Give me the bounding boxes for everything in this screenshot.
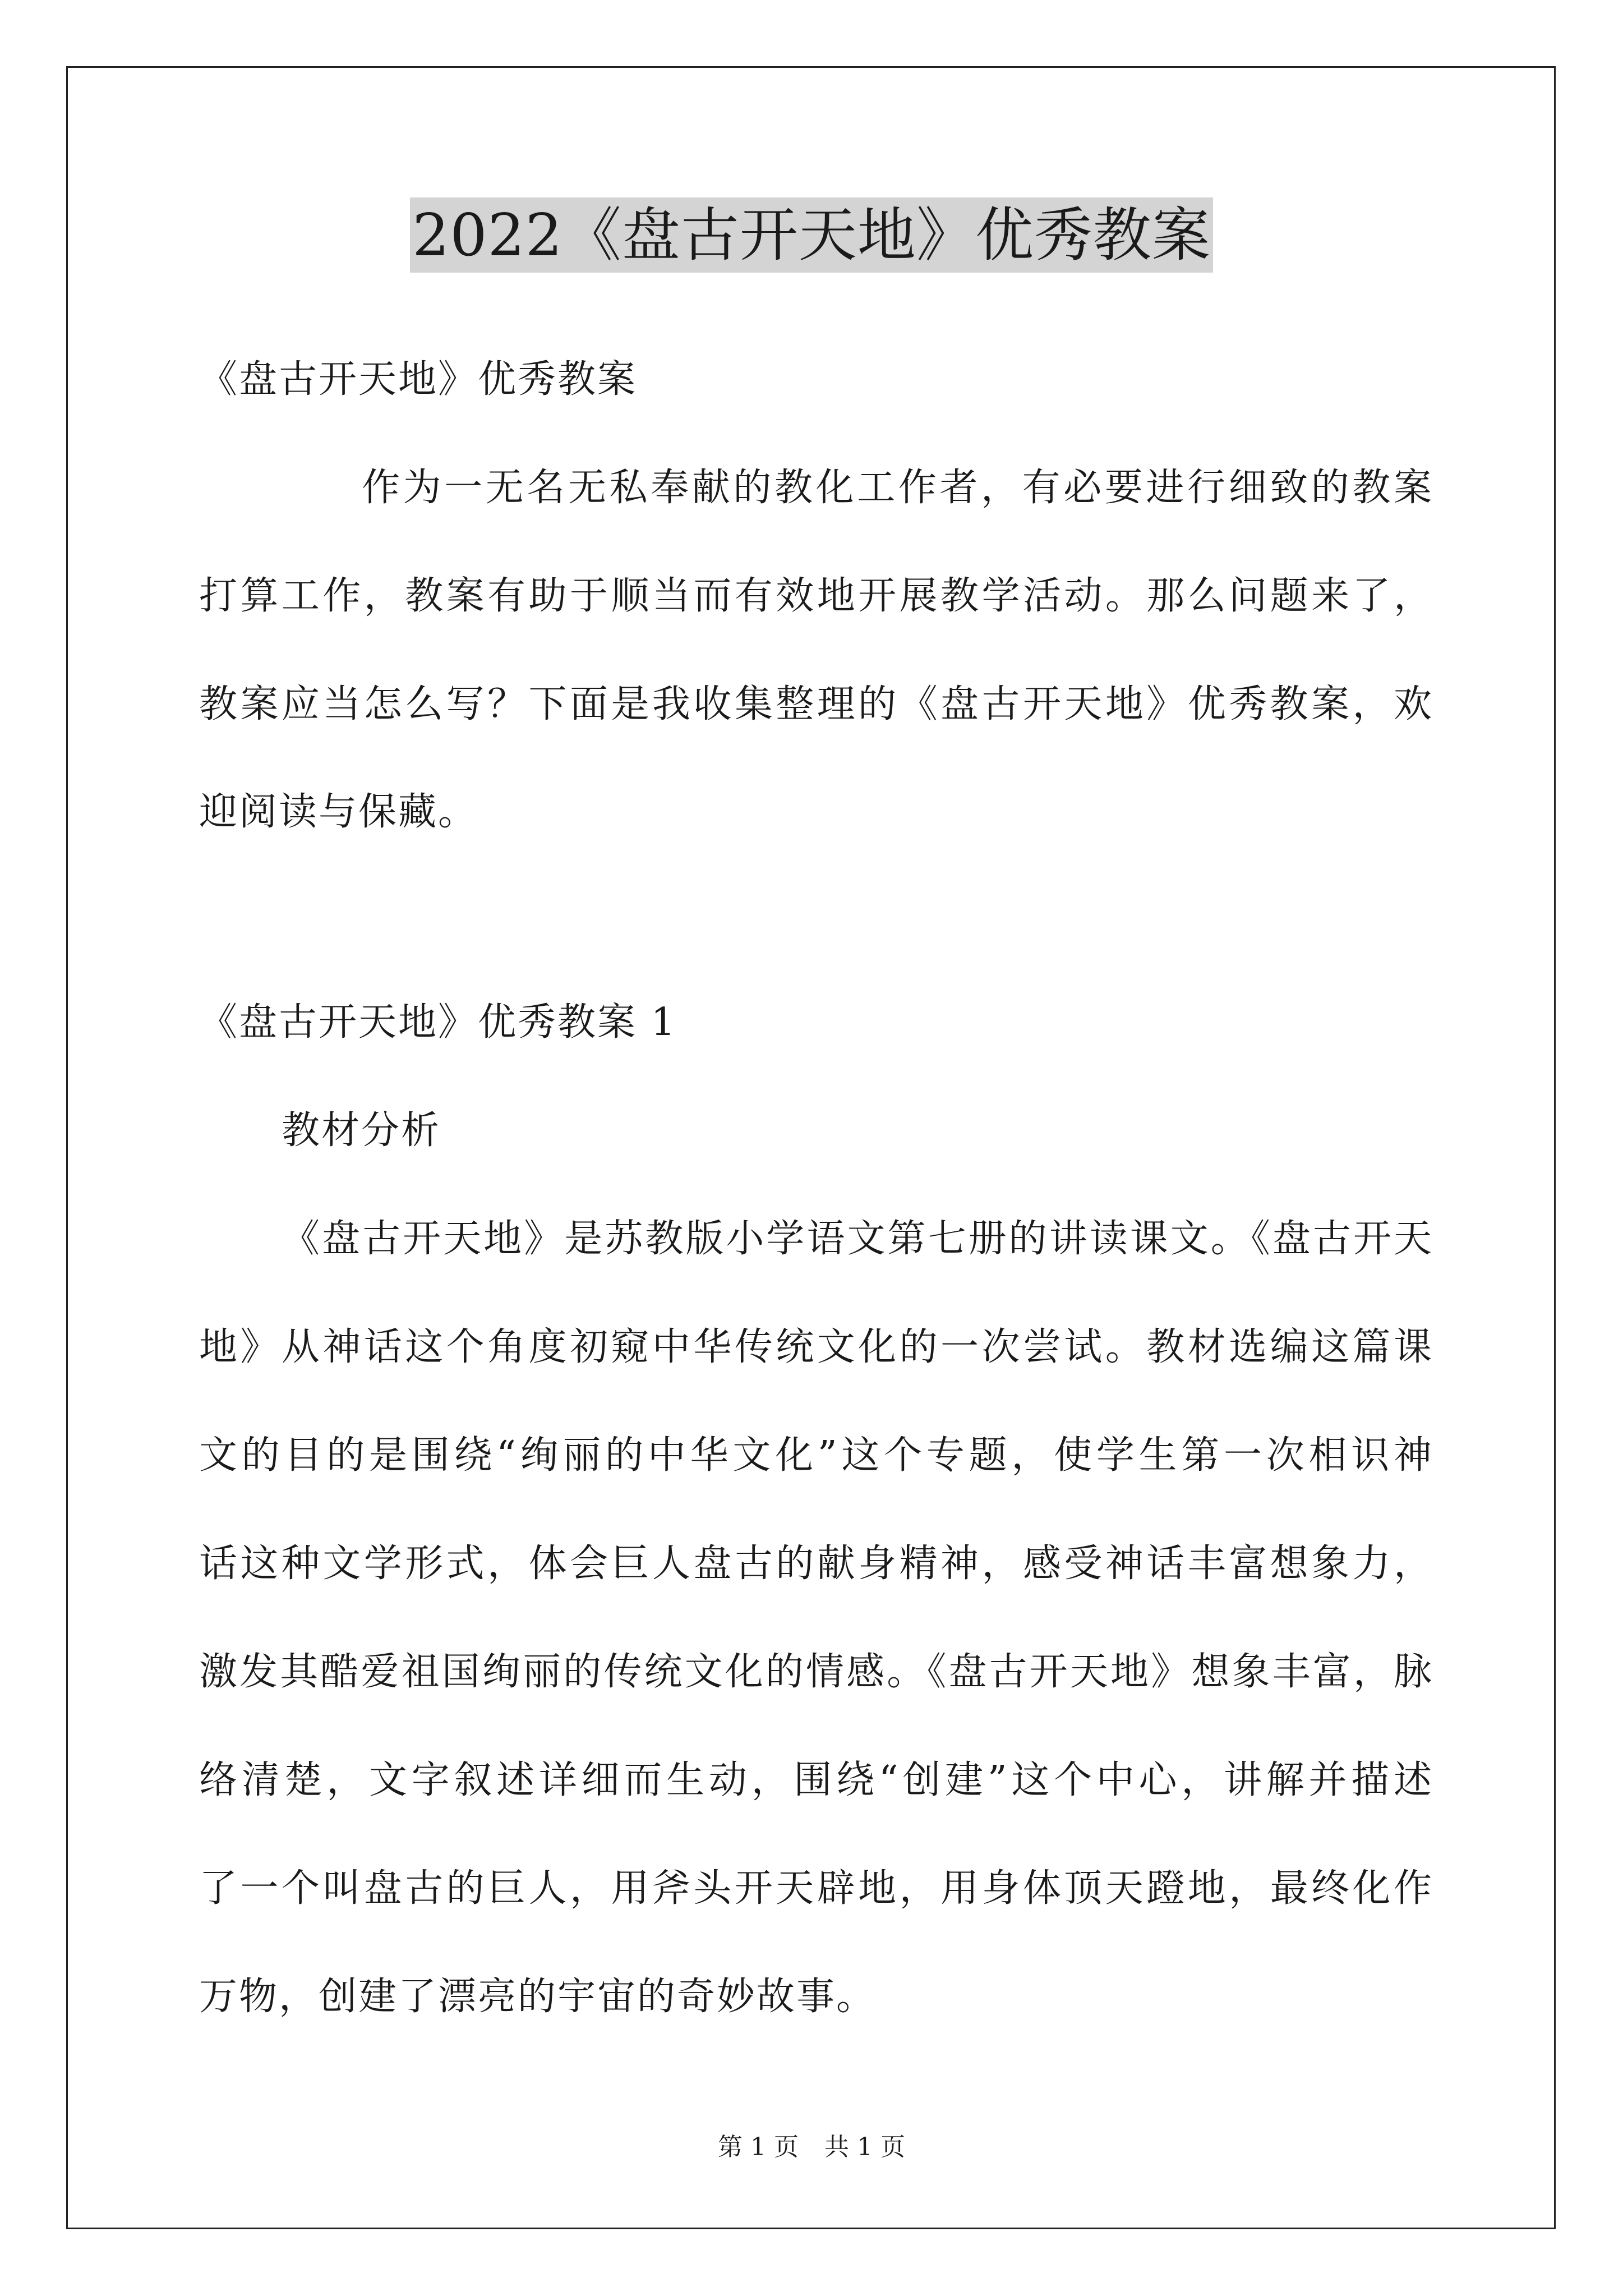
- intro-line-2: 打算工作，教案有助于顺当而有效地开展教学活动。那么问题来了，: [199, 574, 1432, 618]
- body-line-1: 《盘古开天地》是苏教版小学语文第七册的讲读课文。《盘古开天: [282, 1217, 1432, 1261]
- page-footer: [0, 2133, 1623, 2162]
- intro-line-3: 教案应当怎么写？下面是我收集整理的《盘古开天地》优秀教案，欢: [199, 682, 1432, 726]
- page-number: 第 1 页: [718, 2133, 799, 2161]
- intro-line-1: 作为一无名无私奉献的教化工作者，有必要进行细致的教案: [362, 466, 1432, 510]
- page-total: 共 1 页: [824, 2133, 905, 2161]
- body-line-6: 络清楚，文字叙述详细而生动，围绕“创建”这个中心，讲解并描述: [199, 1758, 1432, 1802]
- title-block: [0, 197, 1623, 273]
- body-line-3: 文的目的是围绕“绚丽的中华文化”这个专题，使学生第一次相识神: [199, 1433, 1432, 1478]
- body-line-5: 激发其酷爱祖国绚丽的传统文化的情感。《盘古开天地》想象丰富，脉: [199, 1650, 1432, 1694]
- body-line-8: 万物，创建了漂亮的宇宙的奇妙故事。: [199, 1975, 877, 2019]
- subtitle: 《盘古开天地》优秀教案: [199, 357, 638, 402]
- body-line-4: 话这种文学形式，体会巨人盘古的献身精神，感受神话丰富想象力，: [199, 1542, 1432, 1586]
- document-title: 2022《盘古开天地》优秀教案: [410, 197, 1213, 273]
- body-line-2: 地》从神话这个角度初窥中华传统文化的一次尝试。教材选编这篇课: [199, 1325, 1432, 1369]
- intro-line-4: 迎阅读与保藏。: [199, 790, 478, 834]
- sub-heading: 教材分析: [282, 1108, 441, 1153]
- body-line-7: 了一个叫盘古的巨人，用斧头开天辟地，用身体顶天蹬地，最终化作: [199, 1866, 1432, 1911]
- section-heading: 《盘古开天地》优秀教案 1: [199, 1000, 677, 1045]
